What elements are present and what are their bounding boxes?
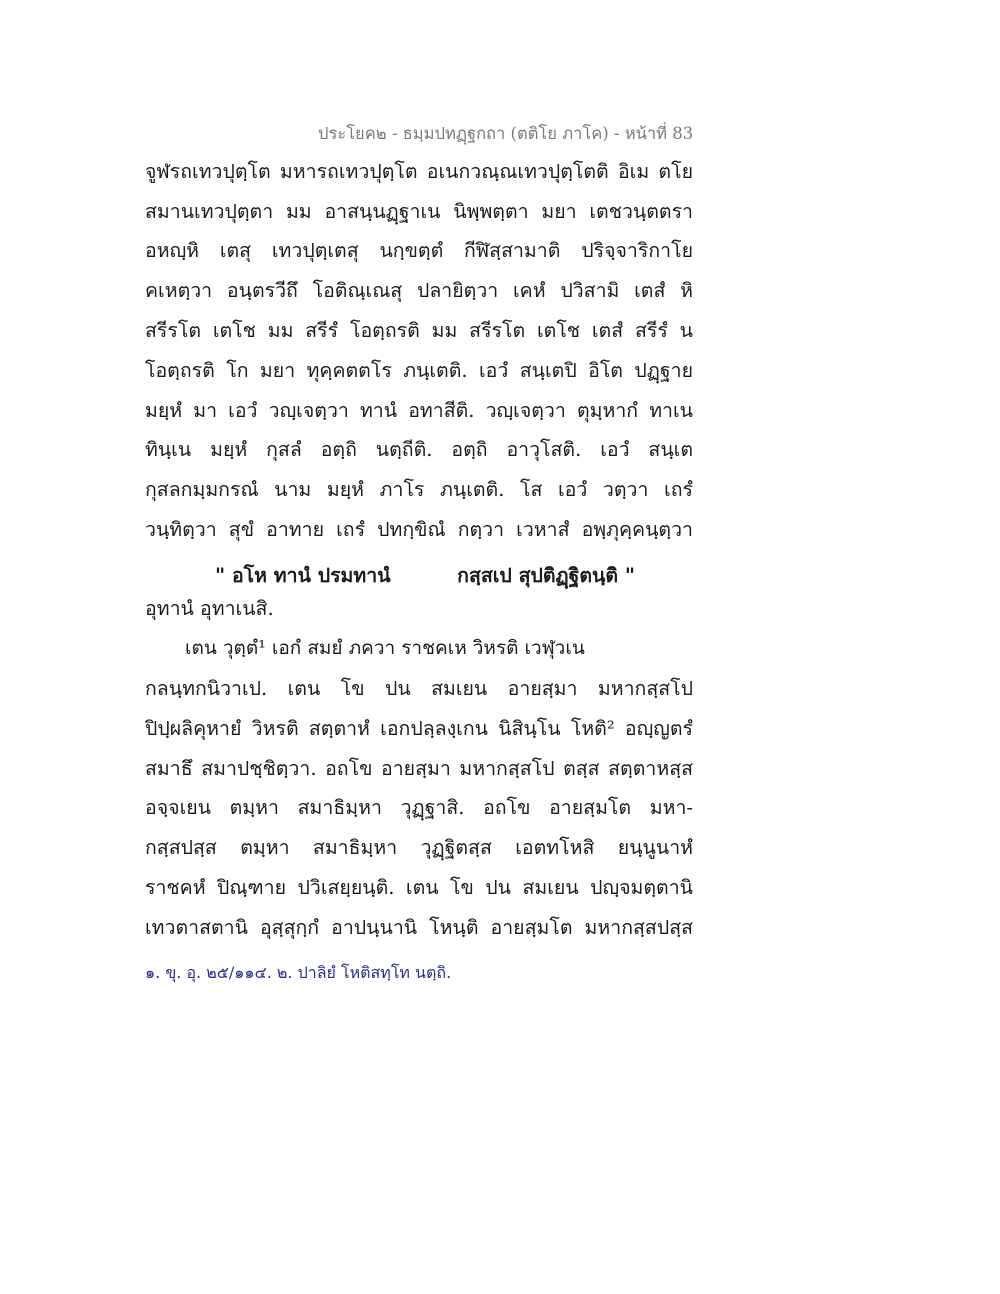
body-line: อุทานํ อุทาเนสิ. <box>145 597 274 620</box>
body-line: อจฺจเยน ตมฺหา สมาธิมฺหา วุฏฺฐาสิ. อถโข อายสฺมโต มหา- <box>145 796 693 819</box>
body-line: กสฺสปสฺส ตมฺหา สมาธิมฺหา วุฏฺฐิตสฺส เอตทโหสิ ยนฺนูนาหํ <box>145 836 693 859</box>
body-line: เทวตาสตานิ อุสฺสุกฺกํ อาปนฺนานิ โหนฺติ อายสฺมโต มหากสฺสปสฺส <box>145 916 693 939</box>
verse-second-half: กสฺสเป สุปติฏฺฐิตนฺติ " <box>457 564 635 587</box>
body-line: สรีรโต เตโช มม สรีรํ โอตฺถรติ มม สรีรโต เตโช เตสํ สรีรํ น <box>145 319 693 342</box>
body-line: สมาธึ สมาปชฺชิตฺวา. อถโข อายสฺมา มหากสฺสโป ตสฺส สตฺตาหสฺส <box>145 757 693 780</box>
body-line: สมานเทวปุตฺตา มม อาสนฺนฏฺฐาเน นิพฺพตฺตา มยา เตชวนฺตตรา <box>145 200 693 223</box>
body-line: วนฺทิตฺวา สุขํ อาทาย เถรํ ปทกฺขิณํ กตฺวา เวหาสํ อพฺภุคฺคนฺตฺวา <box>145 518 693 541</box>
body-line: ทินฺเน มยฺหํ กุสลํ อตฺถิ นตฺถีติ. อตฺถิ อาวุโสติ. เอวํ สนฺเต <box>145 438 693 461</box>
body-line: กลนฺทกนิวาเป. เตน โข ปน สมเยน อายสฺมา มหากสฺสโป <box>145 677 693 700</box>
body-line: มยฺหํ มา เอวํ วญฺเจตฺวา ทานํ อทาสีติ. วญฺเจตฺวา ตุมฺหากํ ทาเน <box>145 399 693 422</box>
body-line: อหญฺหิ เตสุ เทวปุตฺเตสุ นกฺขตฺตํ กีฬิสฺสามาติ ปริจฺจาริกาโย <box>145 239 693 262</box>
body-line: ราชคหํ ปิณฺฑาย ปวิเสยฺยนฺติ. เตน โข ปน สมเยน ปญฺจมตฺตานิ <box>145 876 693 899</box>
footnote: ๑. ขุ. อุ. ๒๕/๑๑๔. ๒. ปาลิยํ โหติสทฺโท นตฺถิ. <box>145 963 452 982</box>
body-line: โอตฺถรติ โก มยา ทุคฺคตตโร ภนฺเตติ. เอวํ สนฺเตปิ อิโต ปฏฺฐาย <box>145 359 693 382</box>
paragraph-start: เตน วุตฺตํ¹ เอกํ สมยํ ภควา ราชคเห วิหรติ เวฬุวเน <box>185 637 585 659</box>
body-line: กุสลกมฺมกรณํ นาม มยฺหํ ภาโร ภนฺเตติ. โส เอวํ วตฺวา เถรํ <box>145 478 693 501</box>
body-line: คเหตฺวา อนฺตรวีถึ โอติณฺเณสุ ปลายิตฺวา เคหํ ปวิสามิ เตสํ หิ <box>145 279 693 302</box>
verse <box>215 560 635 591</box>
body-line: ปิปฺผลิคุหายํ วิหรติ สตฺตาหํ เอกปลฺลงฺเกน นิสินฺโน โหติ² อญฺญตรํ <box>145 717 693 740</box>
page-header: ประโยค๒ - ธมฺมปทฏฺฐกถา (ตติโย ภาโค) - หน้าที่ 83 <box>318 124 694 143</box>
body-line: จูฬรถเทวปุตฺโต มหารถเทวปุตฺโต อเนกวณฺณเทวปุตฺโตติ อิเม ตโย <box>145 160 693 183</box>
verse-first-half: " อโห ทานํ ปรมทานํ <box>215 564 391 587</box>
